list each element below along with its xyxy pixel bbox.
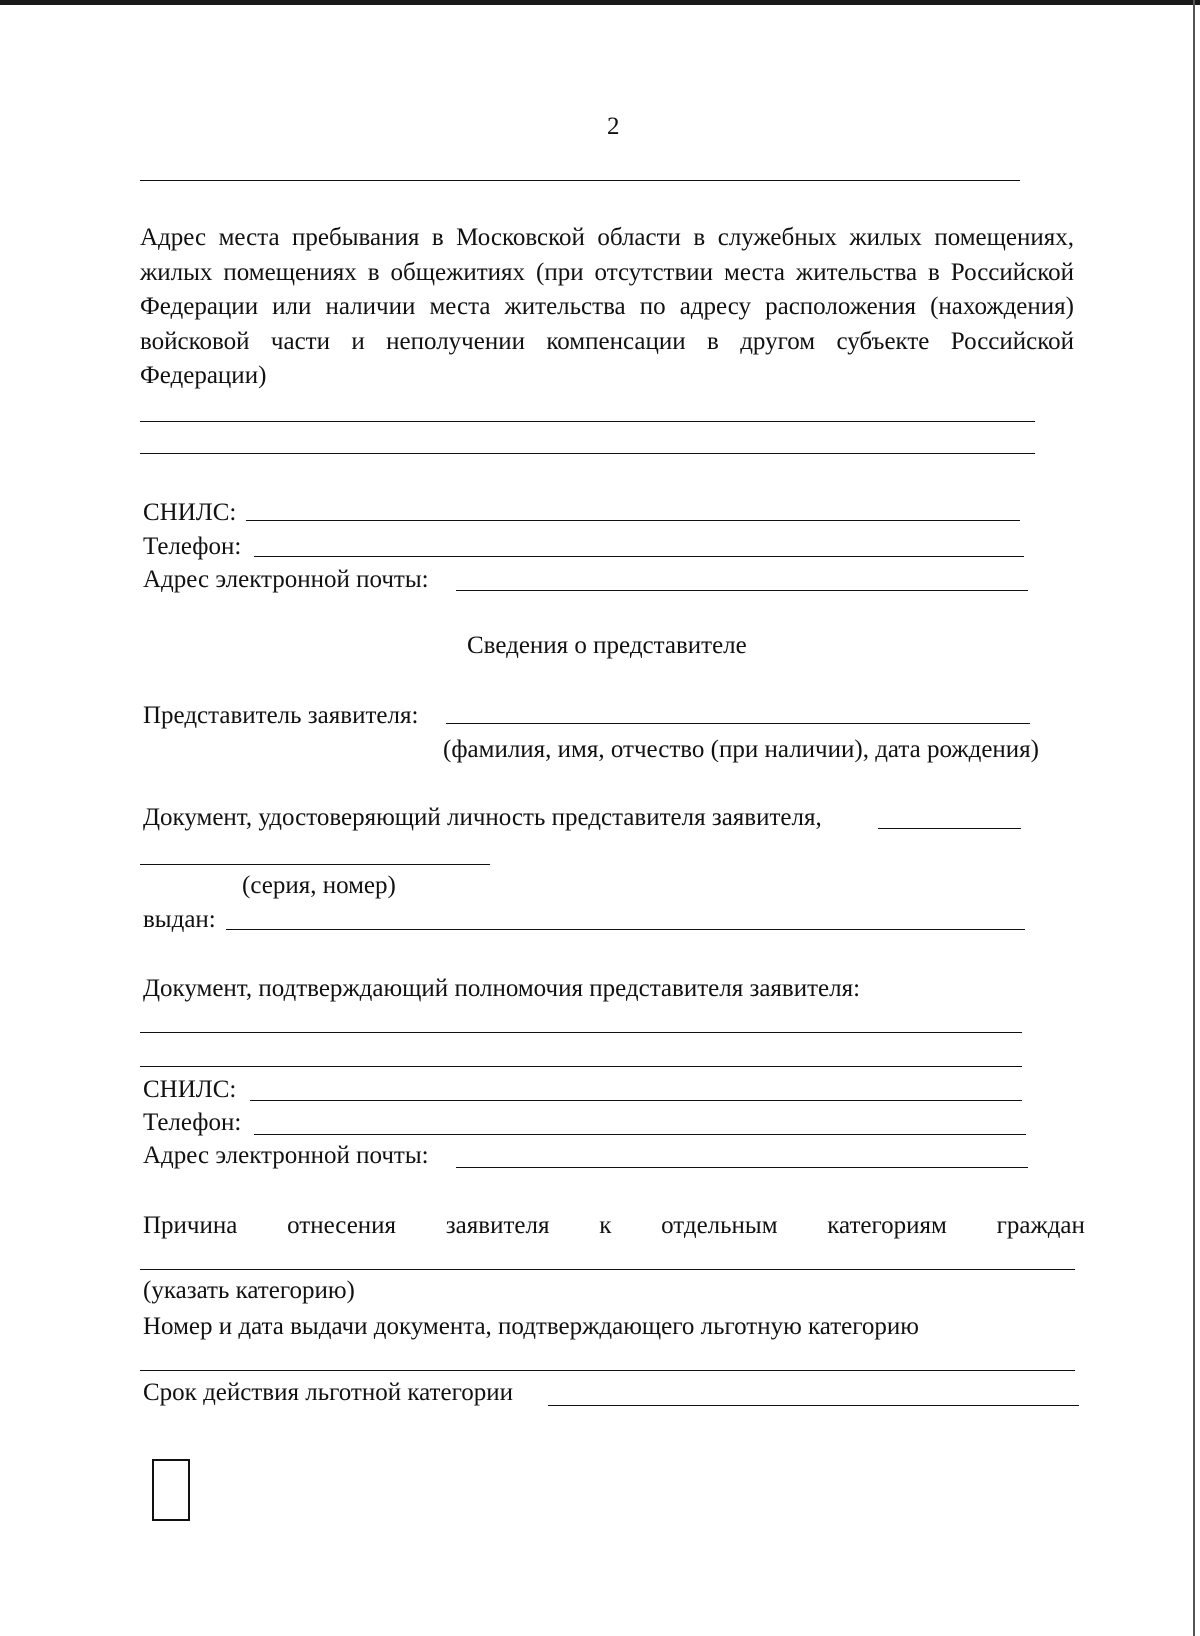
- validity-label: Срок действия льготной категории: [143, 1379, 513, 1406]
- reason-word: отдельным: [661, 1212, 778, 1239]
- category-field[interactable]: [140, 1269, 1075, 1270]
- representative-email-label: Адрес электронной почты:: [143, 1142, 429, 1169]
- paragraph-line: Федерации): [140, 362, 267, 389]
- representative-name-field[interactable]: [446, 723, 1030, 724]
- representative-phone-field[interactable]: [254, 1134, 1026, 1135]
- applicant-snils-label: СНИЛС:: [143, 499, 237, 526]
- issued-label: выдан:: [143, 906, 216, 933]
- representative-id-document-field[interactable]: [878, 828, 1021, 829]
- representative-snils-field[interactable]: [250, 1100, 1022, 1101]
- reason-word: заявителя: [445, 1212, 550, 1239]
- reason-word: отнесения: [287, 1212, 397, 1239]
- representative-email-field[interactable]: [456, 1167, 1028, 1168]
- authority-document-label: Документ, подтверждающий полномочия представителя заявителя:: [143, 975, 861, 1002]
- reason-word: категориям: [827, 1212, 947, 1239]
- authority-document-line-2[interactable]: [140, 1066, 1022, 1067]
- top-rule: [140, 180, 1020, 181]
- reason-word: граждан: [996, 1212, 1085, 1239]
- paragraph-line: жилых помещениях в общежитиях (при отсутствии места жительства в Российской: [140, 258, 1074, 286]
- benefit-document-label: Номер и дата выдачи документа, подтверждающего льготную категорию: [143, 1313, 919, 1340]
- scan-edge-top: [0, 0, 1200, 5]
- category-reason-line: [143, 1211, 1085, 1241]
- applicant-email-label: Адрес электронной почты:: [143, 566, 429, 593]
- applicant-snils-field[interactable]: [246, 520, 1020, 521]
- representative-id-series-field[interactable]: [140, 864, 490, 865]
- applicant-email-field[interactable]: [456, 590, 1028, 591]
- representative-id-document-label: Документ, удостоверяющий личность представителя заявителя,: [143, 804, 822, 831]
- authority-document-line-1[interactable]: [140, 1032, 1022, 1033]
- residence-address-line-2[interactable]: [140, 453, 1035, 454]
- page-number: 2: [607, 113, 620, 140]
- representative-hint: (фамилия, имя, отчество (при наличии), дата рождения): [443, 736, 1039, 763]
- issued-by-field[interactable]: [226, 929, 1025, 930]
- representative-heading: Сведения о представителе: [467, 632, 747, 659]
- category-hint: (указать категорию): [143, 1277, 355, 1304]
- reason-word: к: [599, 1212, 612, 1239]
- applicant-phone-label: Телефон:: [143, 533, 242, 560]
- scan-edge-right: [1193, 0, 1195, 1636]
- residence-paragraph: [140, 221, 1074, 394]
- representative-snils-label: СНИЛС:: [143, 1076, 237, 1103]
- reason-word: Причина: [143, 1212, 238, 1239]
- validity-field[interactable]: [548, 1405, 1079, 1406]
- representative-phone-label: Телефон:: [143, 1109, 242, 1136]
- applicant-phone-field[interactable]: [254, 556, 1024, 557]
- paragraph-line: войсковой части и неполучении компенсации в другом субъекте Российской: [140, 327, 1074, 355]
- series-number-hint: (серия, номер): [242, 872, 396, 899]
- representative-label: Представитель заявителя:: [143, 702, 419, 729]
- benefit-document-field[interactable]: [140, 1370, 1075, 1371]
- empty-checkbox[interactable]: [152, 1459, 190, 1521]
- paragraph-line: Адрес места пребывания в Московской области в служебных жилых помещениях,: [140, 224, 1074, 251]
- paragraph-line: Федерации или наличии места жительства по адресу расположения (нахождения): [140, 293, 1074, 320]
- residence-address-line-1[interactable]: [140, 421, 1035, 422]
